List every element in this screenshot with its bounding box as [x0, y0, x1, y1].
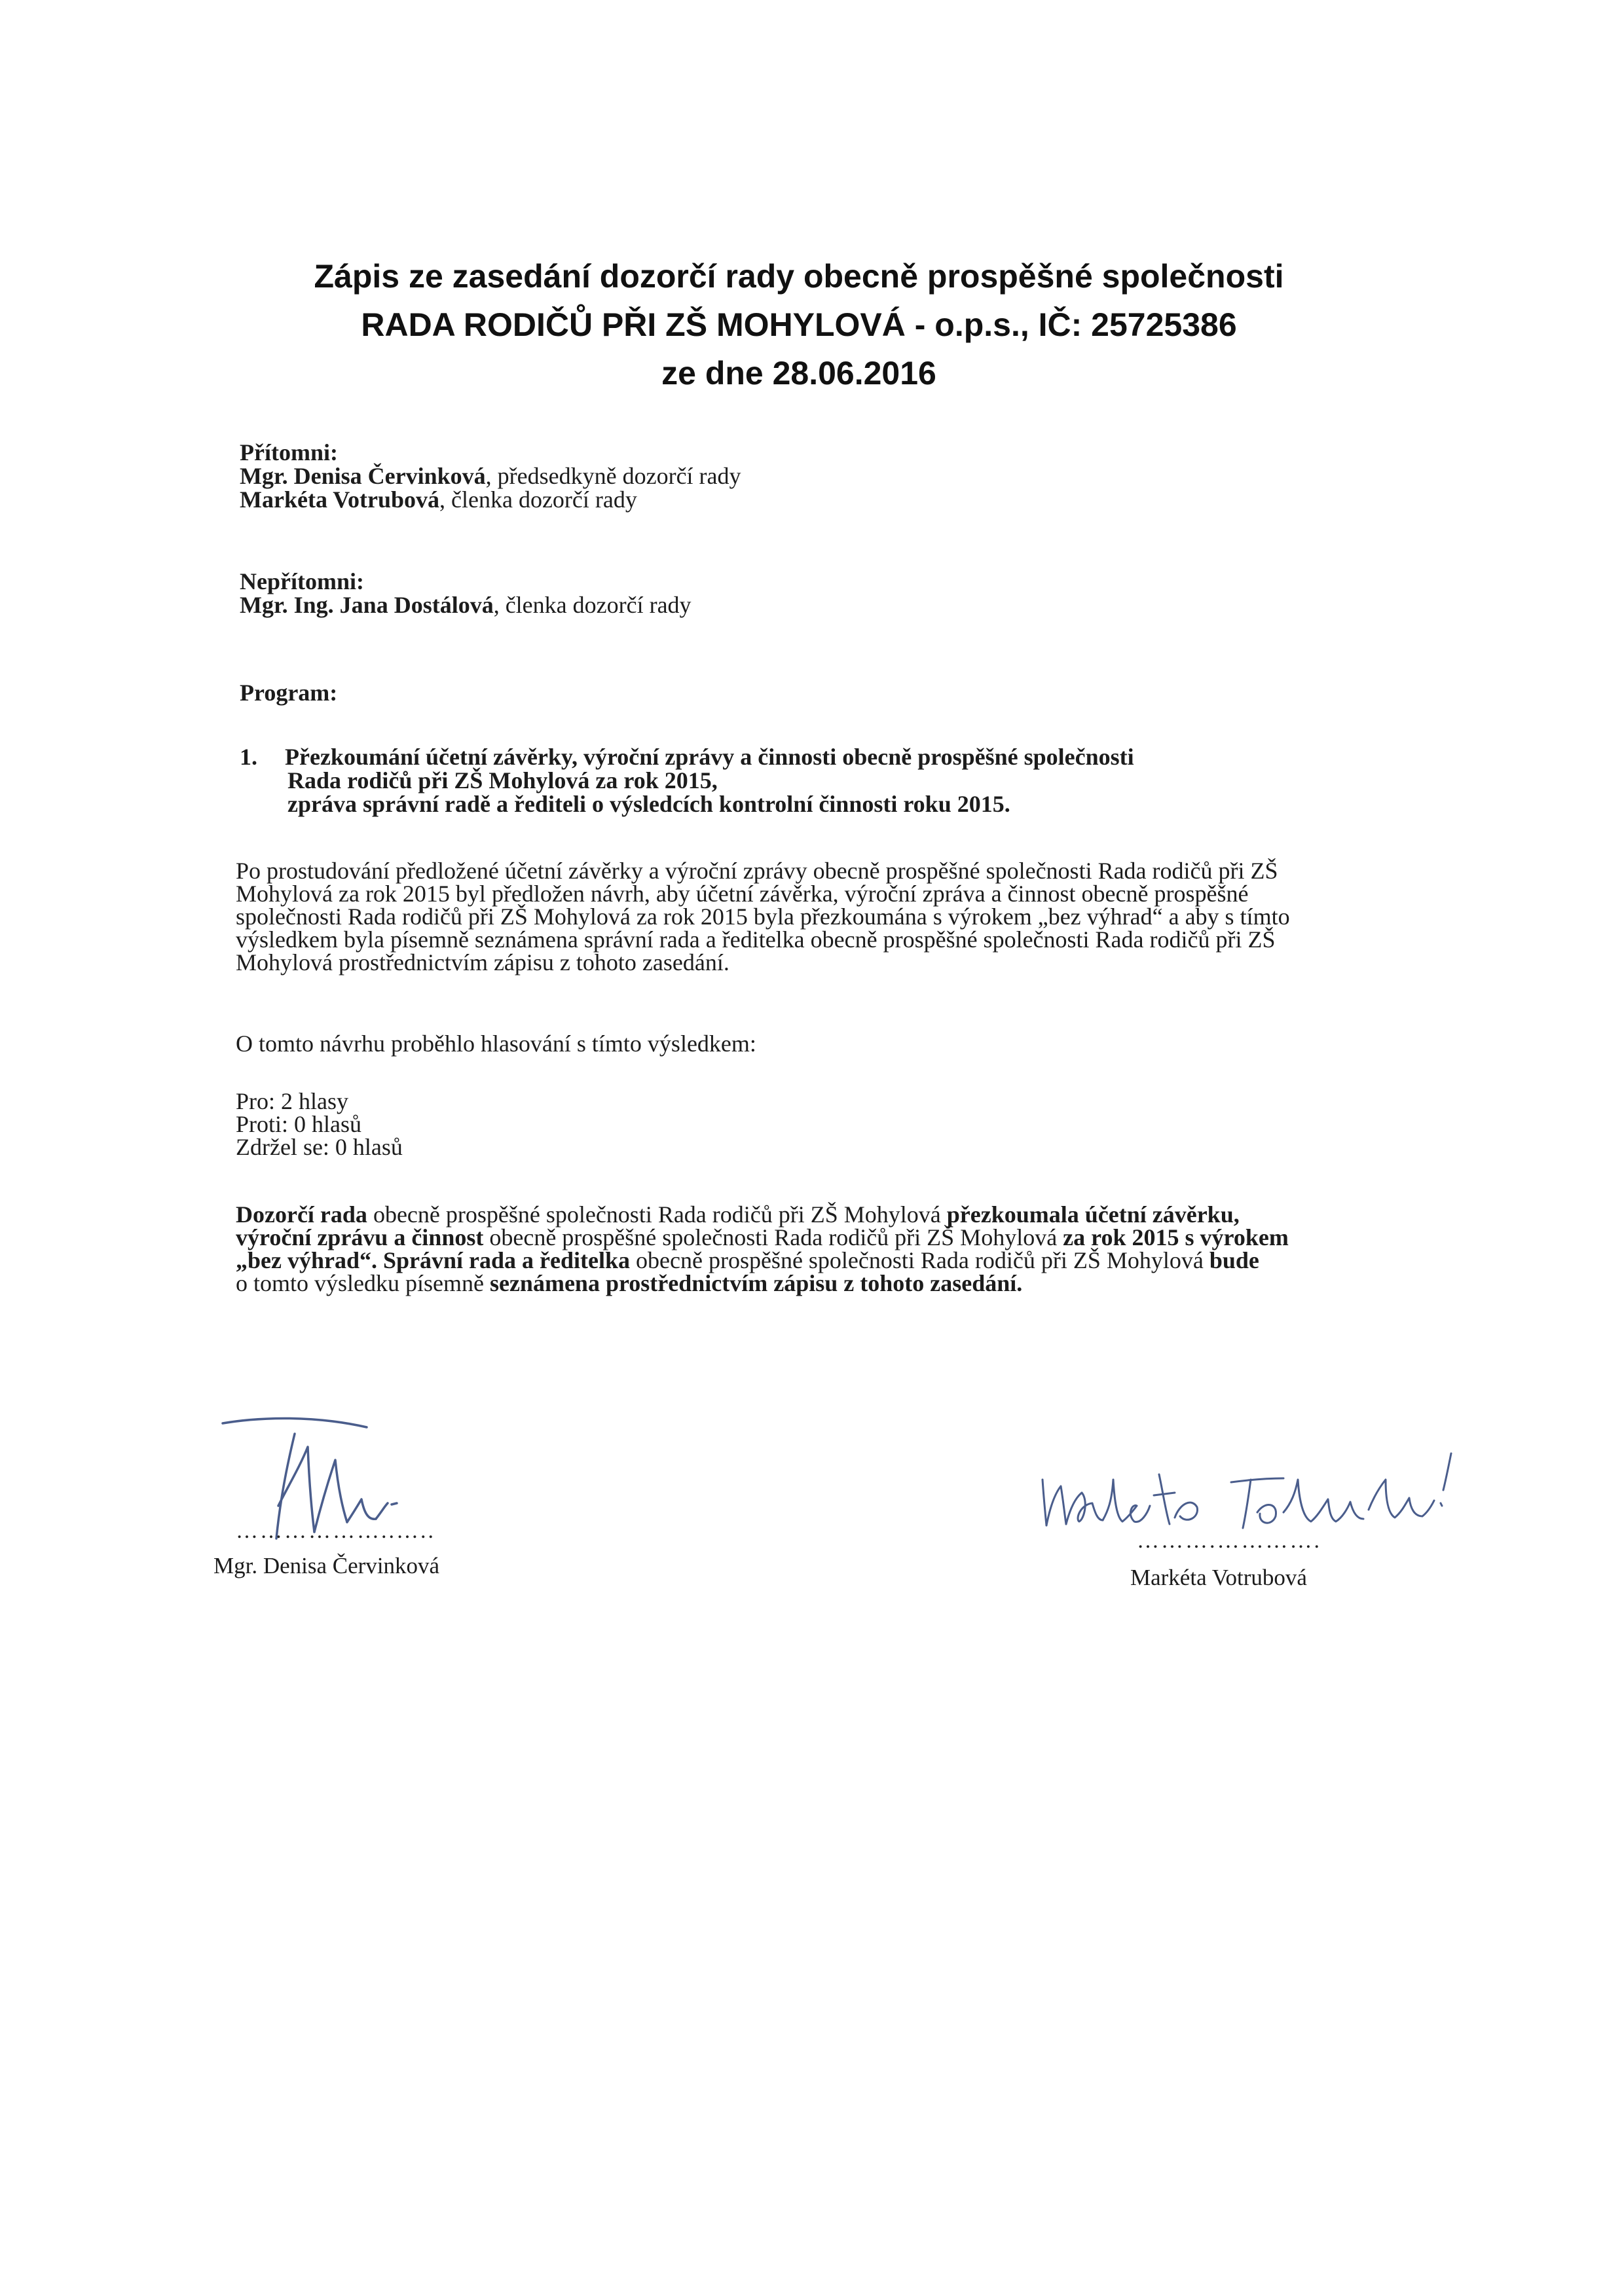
agenda-line-2: Rada rodičů při ZŠ Mohylová za rok 2015, [287, 767, 718, 793]
title-line-2: RADA RODIČŮ PŘI ZŠ MOHYLOVÁ - o.p.s., IČ: 25725386 [361, 306, 1237, 343]
resolution-text: obecně prospěšné společnosti Rada rodičů při ZŠ Mohylová [483, 1224, 1063, 1250]
resolution-bold: Dozorčí rada [236, 1201, 367, 1228]
member-role: , členka dozorčí rady [439, 486, 637, 513]
agenda-line-3: zpráva správní radě a řediteli o výsledcích kontrolní činnosti roku 2015. [287, 791, 1010, 817]
program-heading: Program: [240, 680, 338, 706]
member-role: , členka dozorčí rady [493, 592, 692, 618]
resolution-line-2 [236, 1226, 1414, 1249]
signatory-name-left: Mgr. Denisa Červinková [213, 1553, 440, 1578]
member-name: Mgr. Ing. Jana Dostálová [240, 592, 494, 618]
absent-member-1 [240, 593, 692, 617]
vote-intro [236, 1032, 1414, 1055]
review-paragraph [236, 860, 1414, 974]
signature-line-left: ………………..….. [236, 1519, 435, 1543]
title-line-1: Zápis ze zasedání dozorčí rady obecně prospěšné společnosti [314, 258, 1284, 295]
agenda-item [285, 745, 1134, 816]
resolution-line-1 [236, 1203, 1414, 1226]
paragraph-line: Po prostudování předložené účetní závěrky a výroční zprávy obecně prospěšné společnosti Rada rodičů při ZŠ [236, 858, 1278, 884]
resolution-paragraph [236, 1203, 1414, 1295]
member-name: Markéta Votrubová [240, 486, 439, 513]
resolution-text: o tomto výsledku písemně [236, 1270, 490, 1296]
resolution-line-3 [236, 1249, 1414, 1272]
agenda-line-1: Přezkoumání účetní závěrky, výroční zprávy a činnosti obecně prospěšné společnosti [285, 744, 1134, 770]
present-member-2 [240, 488, 741, 511]
vote-results [236, 1090, 1414, 1159]
paragraph-line: výsledkem byla písemně seznámena správní rada a ředitelka obecně prospěšné společnosti Rada rodičů při ZŠ [236, 926, 1276, 953]
absent-heading: Nepřítomni: [240, 568, 364, 594]
present-member-1 [240, 464, 741, 488]
resolution-text: obecně prospěšné společnosti Rada rodičů při ZŠ Mohylová [367, 1201, 947, 1228]
vote-against: Proti: 0 hlasů [236, 1111, 362, 1137]
resolution-text: obecně prospěšné společnosti Rada rodičů při ZŠ Mohylová [630, 1247, 1209, 1273]
signatory-name-right: Markéta Votrubová [1130, 1565, 1307, 1590]
vote-intro-text: O tomto návrhu proběhlo hlasování s tímto výsledkem: [236, 1030, 756, 1057]
present-section [240, 441, 741, 511]
resolution-bold: „bez výhrad“. Správní rada a ředitelka [236, 1247, 631, 1273]
paragraph-line: Mohylová prostřednictvím zápisu z tohoto zasedání. [236, 949, 729, 975]
present-heading: Přítomni: [240, 439, 338, 465]
document-title [196, 252, 1401, 397]
resolution-bold: za rok 2015 s výrokem [1063, 1224, 1289, 1250]
resolution-bold: přezkoumala účetní závěrku, [946, 1201, 1240, 1228]
signature-line-right: ……….…………. [1137, 1529, 1321, 1553]
member-role: , předsedkyně dozorčí rady [485, 463, 741, 489]
paragraph-line: Mohylová za rok 2015 byl předložen návrh, aby účetní závěrka, výroční zpráva a činnost obecně prospěšné [236, 881, 1249, 907]
absent-section [240, 570, 692, 617]
resolution-bold: bude [1209, 1247, 1259, 1273]
vote-for: Pro: 2 hlasy [236, 1088, 349, 1114]
resolution-line-4 [236, 1272, 1414, 1295]
member-name: Mgr. Denisa Červinková [240, 463, 486, 489]
agenda-item-number: 1. [240, 744, 257, 770]
resolution-bold: výroční zprávu a činnost [236, 1224, 484, 1250]
program-section [240, 681, 337, 704]
resolution-bold: seznámena prostřednictvím zápisu z tohoto zasedání. [489, 1270, 1023, 1296]
paragraph-line: společnosti Rada rodičů při ZŠ Mohylová za rok 2015 byla přezkoumána s výrokem „bez výhrad“ a aby s tímto [236, 903, 1290, 930]
vote-abstain: Zdržel se: 0 hlasů [236, 1134, 403, 1160]
title-line-3: ze dne 28.06.2016 [661, 355, 936, 392]
